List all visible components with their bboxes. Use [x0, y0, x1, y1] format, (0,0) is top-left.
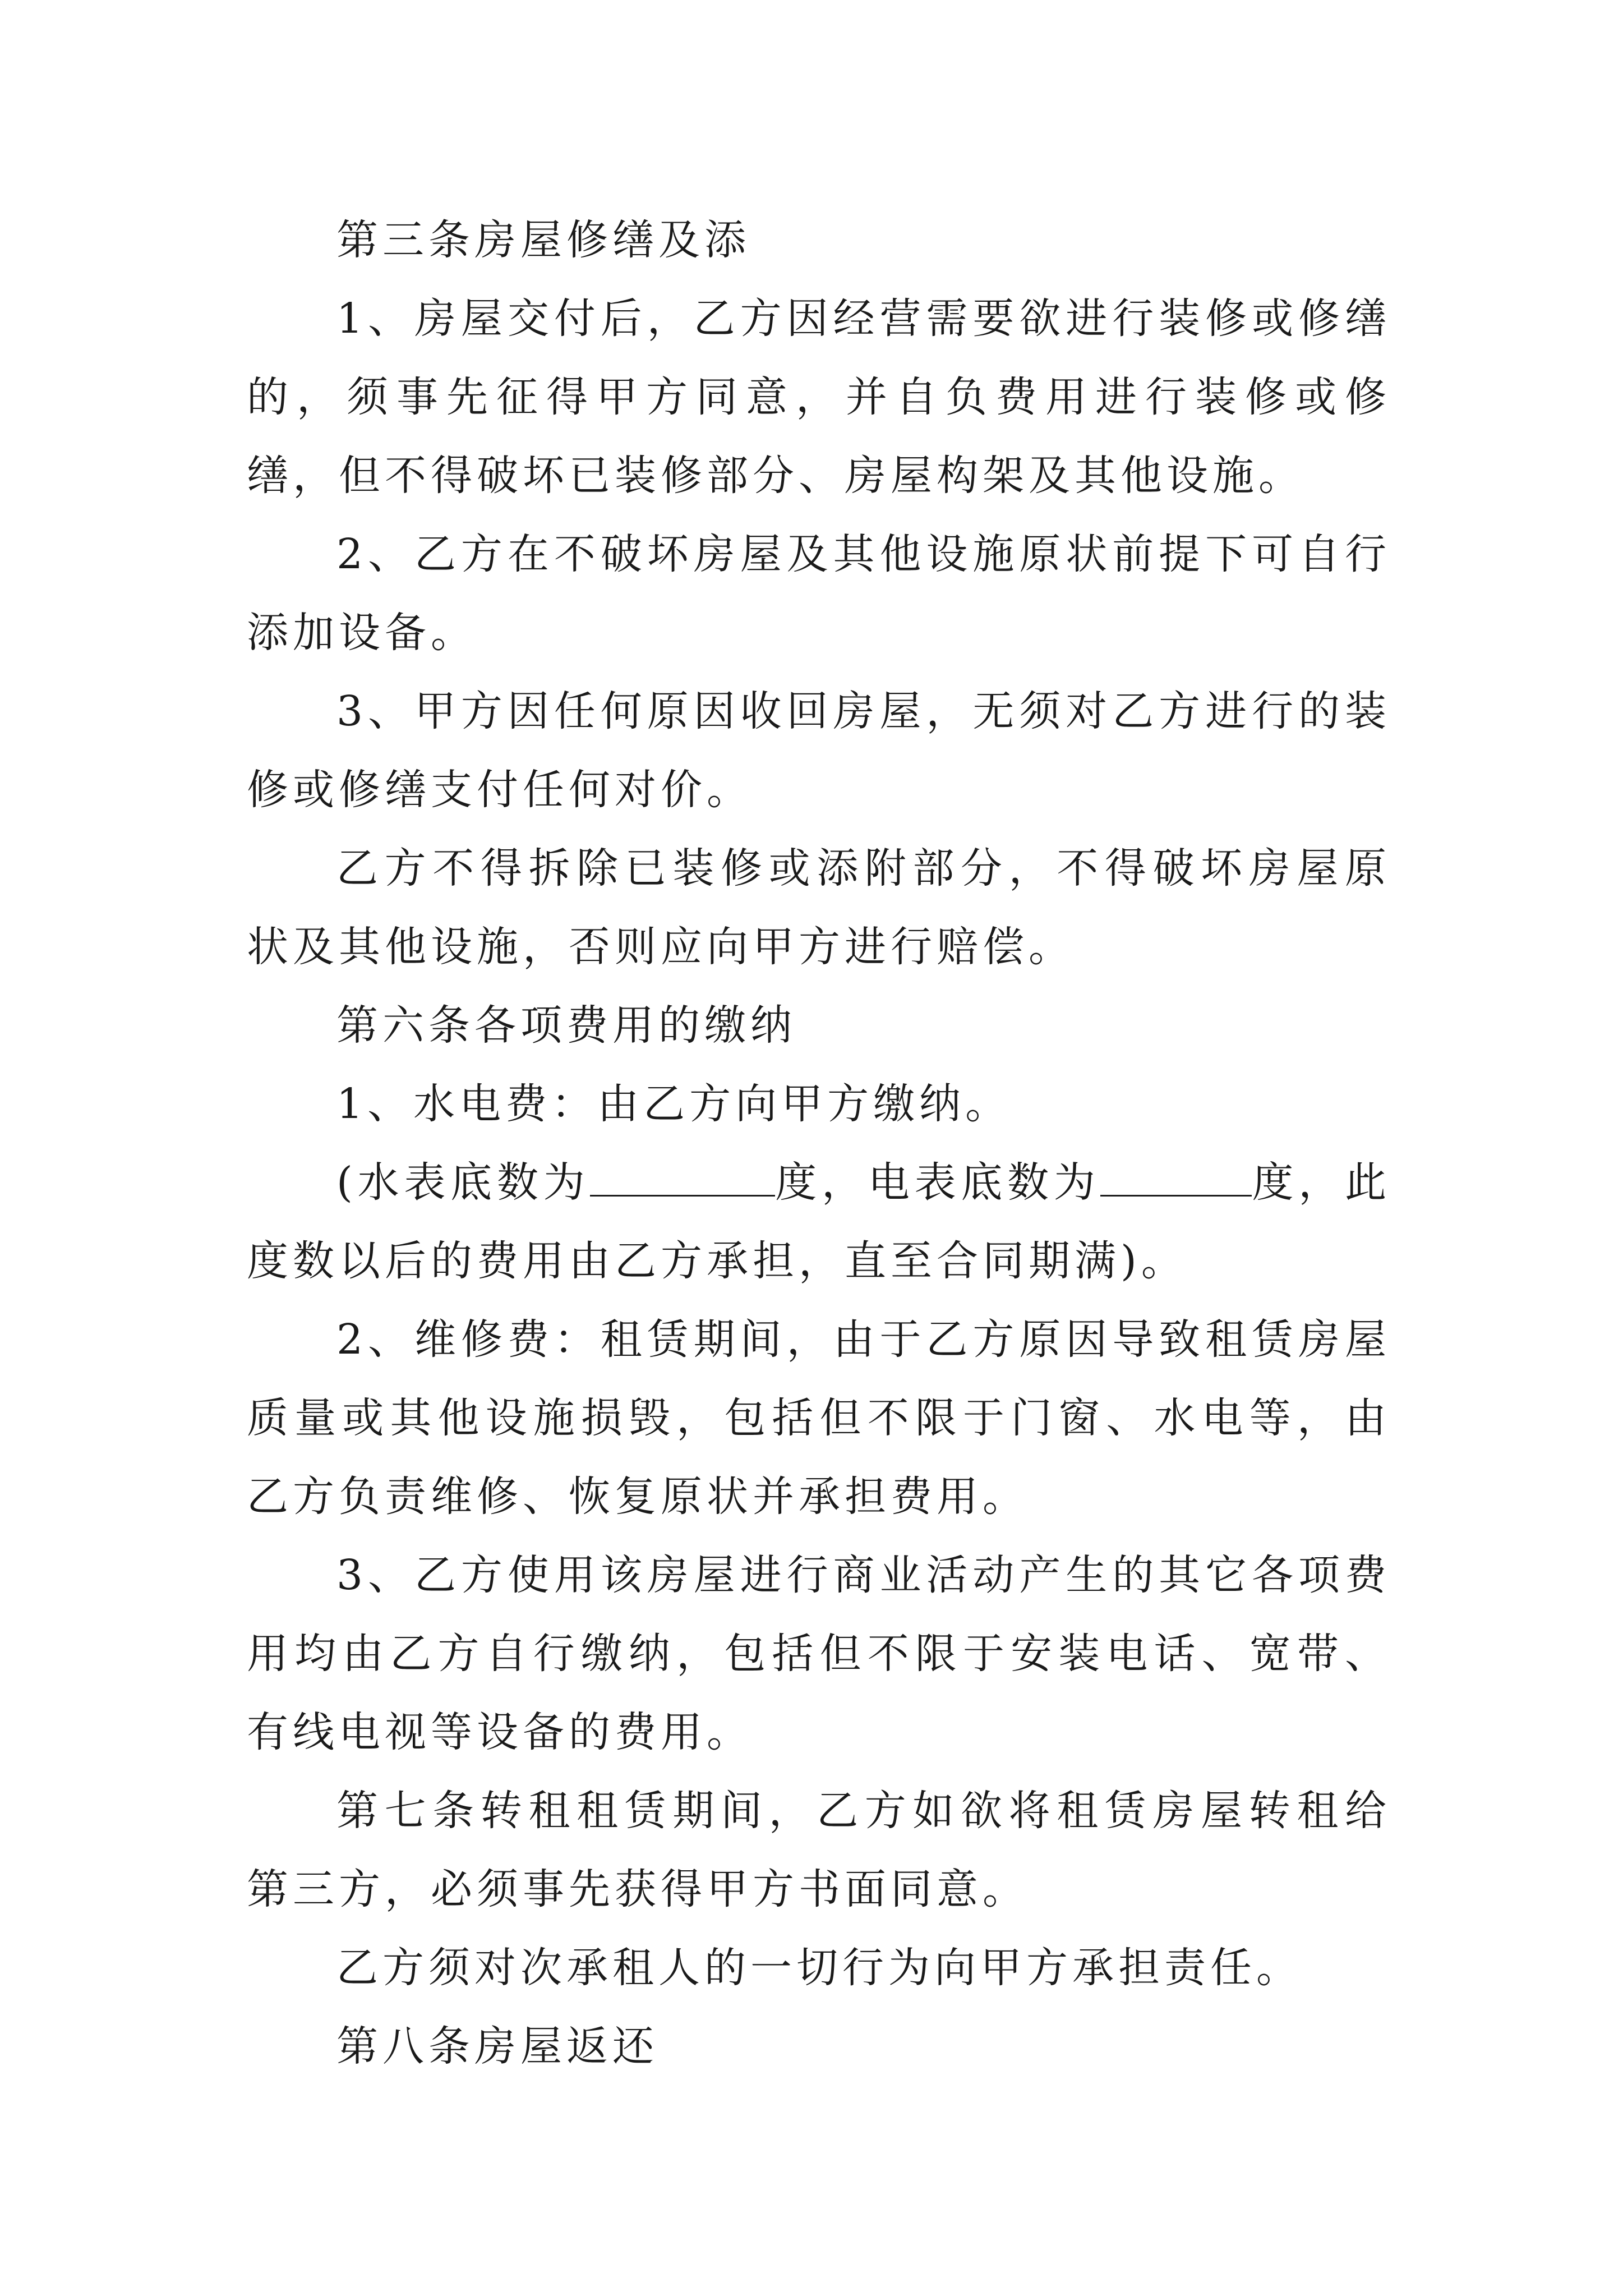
- clause-add-equipment: 2、乙方在不破坏房屋及其他设施原状前提下可自行添加设备。: [247, 530, 1391, 657]
- meter-note-part2: 度，电表底数为: [774, 1158, 1100, 1207]
- clause-no-demolition: 乙方不得拆除已装修或添附部分，不得破坏房屋原状及其他设施，否则应向甲方进行赔偿。: [247, 844, 1391, 971]
- clause-renovation-consent: 1、房屋交付后，乙方因经营需要欲进行装修或修缮的，须事先征得甲方同意，并自负费用进行装修或修缮，但不得破坏已装修部分、房屋构架及其他设施。: [247, 295, 1391, 500]
- clause-utility-fees: 1、水电费：由乙方向甲方缴纳。: [336, 1080, 1012, 1128]
- section-heading-article-8: 第八条房屋返还: [336, 2022, 658, 2070]
- document-body: [247, 201, 1391, 2086]
- clause-maintenance-fees: 2、维修费：租赁期间，由于乙方原因导致租赁房屋质量或其他设施损毁，包括但不限于门窗、水电等，由乙方负责维修、恢复原状并承担费用。: [247, 1315, 1391, 1521]
- clause-other-fees: 3、乙方使用该房屋进行商业活动产生的其它各项费用均由乙方自行缴纳，包括但不限于安装电话、宽带、有线电视等设备的费用。: [247, 1551, 1391, 1756]
- meter-note-part3: 度，此度数以后的费用由乙方承担，直至合同期满)。: [247, 1158, 1391, 1285]
- meter-note-part1: (水表底数为: [336, 1158, 590, 1207]
- section-heading-article-6: 第六条各项费用的缴纳: [336, 1001, 796, 1050]
- meter-reading-note: [247, 1143, 1391, 1300]
- electric-meter-blank: [1100, 1159, 1252, 1197]
- section-heading-article-7: 第七条转租租赁期间，乙方如欲将租赁房屋转租给第三方，必须事先获得甲方书面同意。: [247, 1787, 1391, 1913]
- section-heading-article-3: 第三条房屋修缮及添: [336, 216, 750, 264]
- clause-subtenant-liability: 乙方须对次承租人的一切行为向甲方承担责任。: [336, 1944, 1302, 1992]
- clause-no-compensation: 3、甲方因任何原因收回房屋，无须对乙方进行的装修或修缮支付任何对价。: [247, 687, 1391, 814]
- water-meter-blank: [590, 1159, 775, 1197]
